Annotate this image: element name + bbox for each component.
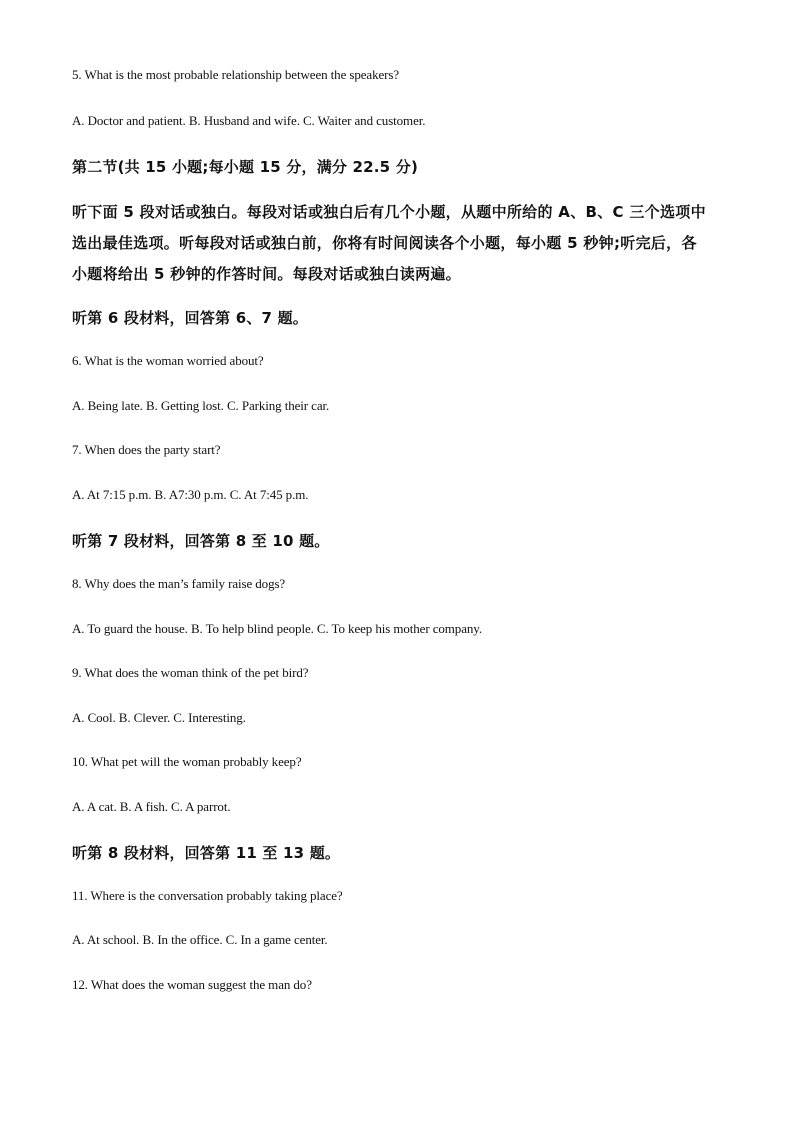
- question-6-options: A. Being late. B. Getting lost. C. Parking their car.: [72, 398, 330, 413]
- question-10: 10. What pet will the woman probably keep?: [72, 754, 302, 769]
- question-8-options: A. To guard the house. B. To help blind people. C. To keep his mother company.: [72, 621, 482, 636]
- question-9: 9. What does the woman think of the pet bird?: [72, 665, 309, 680]
- question-5-options: A. Doctor and patient. B. Husband and wife. C. Waiter and customer.: [72, 113, 426, 128]
- section-2-instructions-line-3: 小题将给出 5 秒钟的作答时间。每段对话或独白读两遍。: [72, 265, 461, 283]
- question-6: 6. What is the woman worried about?: [72, 353, 264, 368]
- question-11: 11. Where is the conversation probably taking place?: [72, 888, 343, 903]
- question-12: 12. What does the woman suggest the man do?: [72, 977, 312, 992]
- section-2-instructions-line-1: 听下面 5 段对话或独白。每段对话或独白后有几个小题，从题中所给的 A、B、C 三个选项中: [72, 203, 706, 221]
- question-5: 5. What is the most probable relationship between the speakers?: [72, 67, 400, 82]
- material-8-heading: 听第 8 段材料，回答第 11 至 13 题。: [72, 844, 341, 862]
- question-7: 7. When does the party start?: [72, 442, 221, 457]
- material-7-heading: 听第 7 段材料，回答第 8 至 10 题。: [72, 532, 330, 550]
- material-6-heading: 听第 6 段材料，回答第 6、7 题。: [72, 309, 309, 327]
- section-2-heading: 第二节(共 15 小题;每小题 15 分，满分 22.5 分): [72, 158, 419, 176]
- question-11-options: A. At school. B. In the office. C. In a game center.: [72, 932, 328, 947]
- question-10-options: A. A cat. B. A fish. C. A parrot.: [72, 799, 231, 814]
- question-9-options: A. Cool. B. Clever. C. Interesting.: [72, 710, 246, 725]
- question-8: 8. Why does the man’s family raise dogs?: [72, 576, 286, 591]
- question-7-options: A. At 7:15 p.m. B. A7:30 p.m. C. At 7:45 p.m.: [72, 487, 309, 502]
- section-2-instructions-line-2: 选出最佳选项。听每段对话或独白前，你将有时间阅读各个小题，每小题 5 秒钟;听完后，各: [72, 234, 697, 252]
